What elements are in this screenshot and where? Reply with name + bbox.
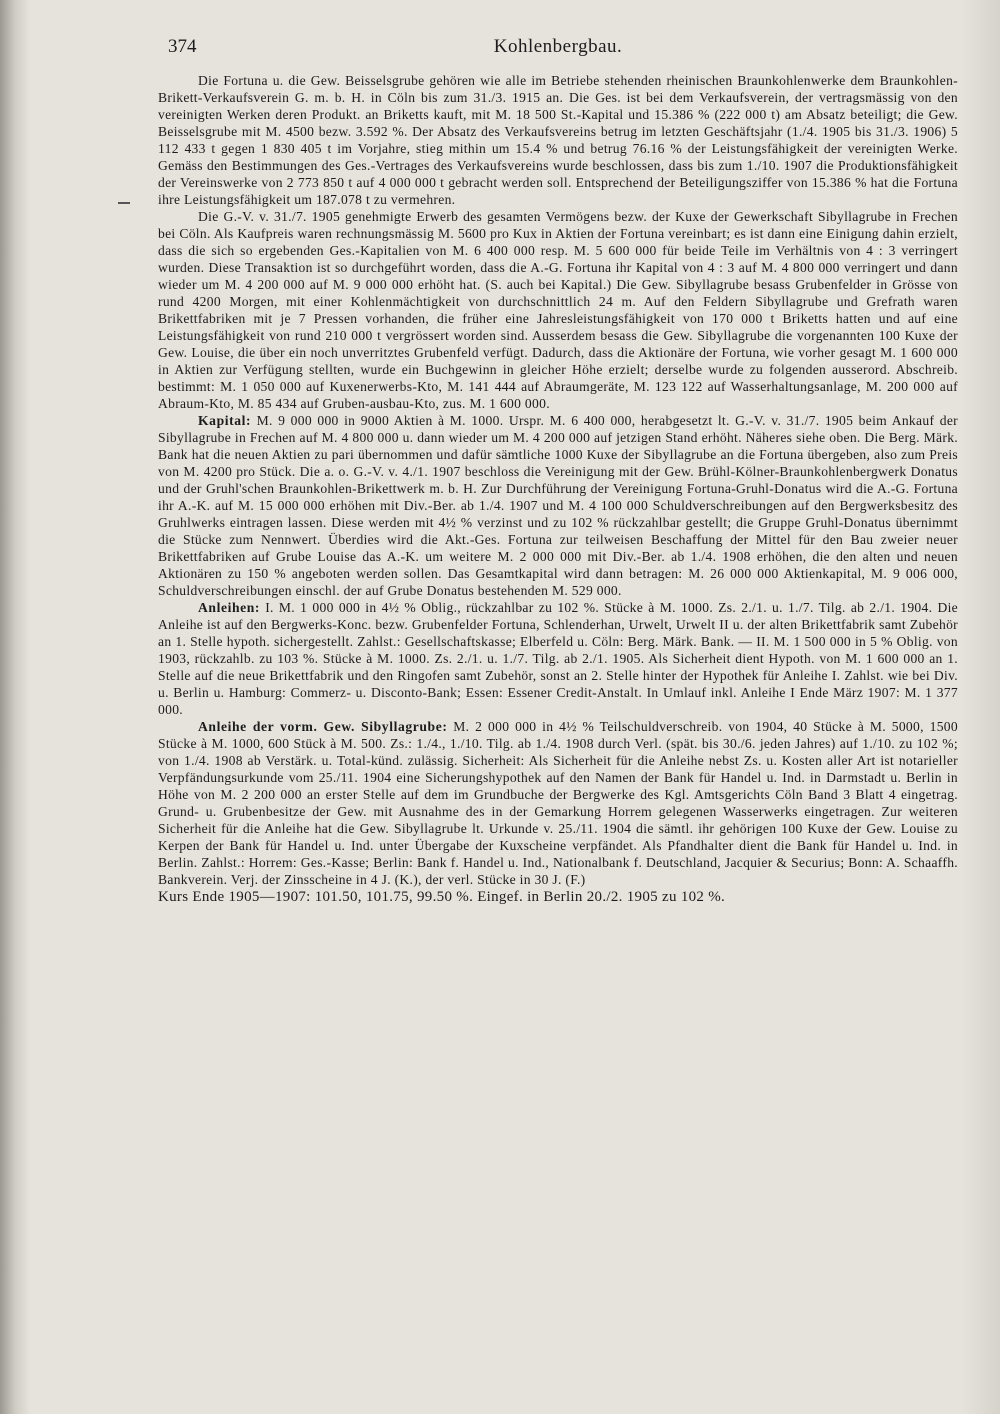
section-kapital — [158, 412, 958, 599]
kapital-text: M. 9 000 000 in 9000 Aktien à M. 1000. Urspr. M. 6 400 000, herabgesetzt lt. G.-V. v. 31./7. 1905 beim Ankauf der Sibyllagrube in Frechen auf M. 4 800 000 u. dann wieder um M. 4 200 000 auf jetzigen Stand erhöht. Näheres siehe oben. Die Berg. Märk. Bank hat die neuen Aktien zu pari übernommen und dafür sämtliche 1000 Kuxe der Sibyllagrube an die Fortuna übergeben, also zum Preis von M. 4200 pro Stück. Die a. o. G.-V. v. 4./1. 1907 beschloss die Vereinigung mit der Gew. Brühl-Kölner-Braunkohlenbergwerk Donatus und der Gruhl'schen Braunkohlen-Brikettwerk m. b. H. Zur Durchführung der Vereinigung Fortuna-Gruhl-Donatus wird die A.-G. Fortuna ihr A.-K. auf M. 15 000 000 erhöhen mit Div.-Ber. ab 1./4. 1907 und M. 4 100 000 Schuldverschreibungen auf den Bergwerksbesitz des Gruhlwerks eintragen lassen. Diese werden mit 4½ % verzinst und zu 102 % rückzahlbar gestellt; die Gruppe Gruhl-Donatus übernimmt die Stücke zum Nennwert. Überdies wird die Akt.-Ges. Fortuna zur teilweisen Beschaffung der Mittel für den Bau zweier neuer Brikettfabriken auf Grube Louise das A.-K. um weitere M. 2 000 000 mit Div.-Ber. ab 1./4. 1908 erhöhen, die den alten und neuen Aktionären zu 150 % angeboten werden sollen. Das Gesamtkapital wird dann betragen: M. 26 000 000 Aktienkapital, M. 9 006 000, Schuldverschreibungen einschl. der auf Grube Donatus bestehenden M. 529 000. — [158, 413, 958, 598]
margin-mark — [118, 202, 130, 204]
page-body — [158, 72, 958, 1402]
page-right-edge — [960, 0, 1000, 1414]
paragraph-sibyllagrube: Die G.-V. v. 31./7. 1905 genehmigte Erwerb des gesamten Vermögens bezw. der Kuxe der Gewerkschaft Sibyllagrube in Frechen bei Cöln. Als Kaufpreis waren rechnungsmässig M. 5600 pro Kux in Aktien der Fortuna vereinbart; es ist dann eine Einigung dahin erzielt, dass die sich so ergebenden Ges.-Kapitalien von M. 6 400 000 resp. M. 5 600 000 für beide Teile im Verhältnis von 4 : 3 verringert wurden. Diese Transaktion ist so durchgeführt worden, dass die A.-G. Fortuna ihr Kapital von 4 : 3 auf M. 4 800 000 verringert und dann wieder um M. 4 200 000 auf M. 9 000 000 erhöht hat. (S. auch bei Kapital.) Die Gew. Sibyllagrube besass Grubenfelder in Grösse von rund 4200 Morgen, mit einer Kohlenmächtigkeit von durchschnittlich 24 m. Auf den Feldern Sibyllagrube und Grefrath waren Brikettfabriken mit je 7 Pressen vorhanden, die früher eine Jahresleistungsfähigkeit von 170 000 t Briketts hatten und auf eine Leistungsfähigkeit von rund 210 000 t vergrössert worden sind. Ausserdem besass die Gew. Sibyllagrube die vorgenannten 100 Kuxe der Gew. Louise, die über ein noch unverritztes Grubenfeld verfügt. Dadurch, dass die Aktionäre der Fortuna, wie vorher gesagt M. 1 600 000 in Aktien zur Verfügung stellten, wurde ein Buchgewinn in gleicher Höhe erzielt; derselbe wurde zu folgenden ausserord. Abschreib. bestimmt: M. 1 050 000 auf Kuxenerwerbs-Kto, M. 141 444 auf Abraumgeräte, M. 123 122 auf Wasserhaltungsanlage, M. 200 000 auf Abraum-Kto, M. 85 434 auf Gruben-ausbau-Kto, zus. M. 1 600 000. — [158, 209, 958, 411]
page-number: 374 — [168, 36, 197, 57]
paragraph-verkaufsverein: Die Fortuna u. die Gew. Beisselsgrube gehören wie alle im Betriebe stehenden rheinischen Braunkohlenwerke dem Braunkohlen-Brikett-Verkaufsverein G. m. b. H. in Cöln bis zum 31./3. 1915 an. Die Ges. ist bei dem Verkaufsverein, der vertragsmässig von den vereinigten Werken deren Produkt. an Briketts kauft, mit M. 18 500 St.-Kapital und 15.386 % (222 000 t) am Absatz beteiligt; die Gew. Beisselsgrube mit M. 4500 bezw. 3.592 %. Der Absatz des Verkaufsvereins betrug im letzten Geschäftsjahr (1./4. 1905 bis 31./3. 1906) 5 112 433 t gegen 1 830 405 t im Vorjahre, stieg mithin um 15.4 % und betrug 76.16 % der Leistungsfähigkeit der vereinigten Werke. Gemäss den Bestimmungen des Ges.-Vertrages des Verkaufsvereins wurde beschlossen, dass bis zum 1./10. 1907 die Produktionsfähigkeit der Vereinswerke von 2 773 850 t auf 4 000 000 t gebracht werden soll. Entsprechend der Beteiligungsziffer von 15.386 % hat die Fortuna ihre Leistungsfähigkeit um 187.078 t zu vermehren. — [158, 73, 958, 207]
page-header — [168, 36, 948, 62]
anleihe-sibyllagrube-text: M. 2 000 000 in 4½ % Teilschuldverschreib. von 1904, 40 Stücke à M. 5000, 1500 Stücke à M. 1000, 600 Stück à M. 500. Zs.: 1./4., 1./10. Tilg. ab 1./4. 1908 durch Verl. (spät. bis 30./6. jeden Jahres) auf 1./10. zu 102 %; von 1./4. 1908 ab Verstärk. u. Total-künd. zulässig. Sicherheit: Als Sicherheit für die Anleihe nebst Zs. u. Kosten aller Art ist notarieller Verpfändungsurkunde vom 25./11. 1904 eine Sicherungshypothek auf den Namen der Bank für Handel u. Ind. in Darmstadt u. Berlin in Höhe von M. 2 200 000 an erster Stelle auf dem im Grundbuche der Bergwerke des Kgl. Amtsgerichts Cöln Band 3 Blatt 4 eingetrag. Grund- u. Grubenbesitze der Gew. mit Ausnahme des in der Gemarkung Horrem gelegenen Wasserwerks eingetragen. Zur weiteren Sicherheit für die Anleihe hat die Gew. Sibyllagrube lt. Urkunde v. 25./11. 1904 die sämtl. ihr gehörigen 100 Kuxe der Gew. Louise zu Kerpen der Bank für Handel u. Ind. unter Übergabe der Kuxscheine verpfändet. Als Pfandhalter dient die Bank für Handel u. Ind. in Berlin. Zahlst.: Horrem: Ges.-Kasse; Berlin: Bank f. Handel u. Ind., Nationalbank f. Deutschland, Jacquier & Securius; Bonn: A. Schaaffh. Bankverein. Verj. der Zinsscheine in 4 J. (K.), der verl. Stücke in 30 J. (F.) — [158, 719, 958, 887]
kurs-line: Kurs Ende 1905—1907: 101.50, 101.75, 99.50 %. Eingef. in Berlin 20./2. 1905 zu 102 %. — [158, 889, 726, 905]
anleihen-text: I. M. 1 000 000 in 4½ % Oblig., rückzahlbar zu 102 %. Stücke à M. 1000. Zs. 2./1. u. 1./7. Tilg. ab 2./1. 1904. Die Anleihe ist auf den Bergwerks-Konc. bezw. Grubenfelder Fortuna, Schlenderhan, Urwelt, Urwelt II u. der alten Brikettfabrik samt Zubehör an 1. Stelle hypoth. sichergestellt. Zahlst.: Gesellschaftskasse; Elberfeld u. Cöln: Berg. Märk. Bank. — II. M. 1 500 000 in 5 % Oblig. von 1903, rückzahlb. zu 103 %. Stücke à M. 1000. Zs. 2./1. u. 1./7. Tilg. ab 2./1. 1905. Als Sicherheit dient Hypoth. von M. 1 600 000 an 1. Stelle auf die neue Brikettfabrik und den Ringofen samt Zubehör, sonst an 2. Stelle hinter der Hypothek für Anleihe I. Zahlst. wie bei Div. u. Berlin u. Hamburg: Commerz- u. Disconto-Bank; Essen: Essener Credit-Anstalt. In Umlauf inkl. Anleihe I Ende März 1907: M. 1 377 000. — [158, 600, 958, 717]
anleihen-label: Anleihen: — [198, 600, 261, 615]
page-gutter-shadow — [0, 0, 30, 1414]
running-title: Kohlenbergbau. — [493, 36, 623, 57]
section-anleihen — [158, 599, 958, 718]
kapital-label: Kapital: — [198, 413, 252, 428]
anleihe-sibyllagrube-label: Anleihe der vorm. Gew. Sibyllagrube: — [198, 719, 448, 734]
section-anleihe-sibyllagrube — [158, 718, 958, 888]
